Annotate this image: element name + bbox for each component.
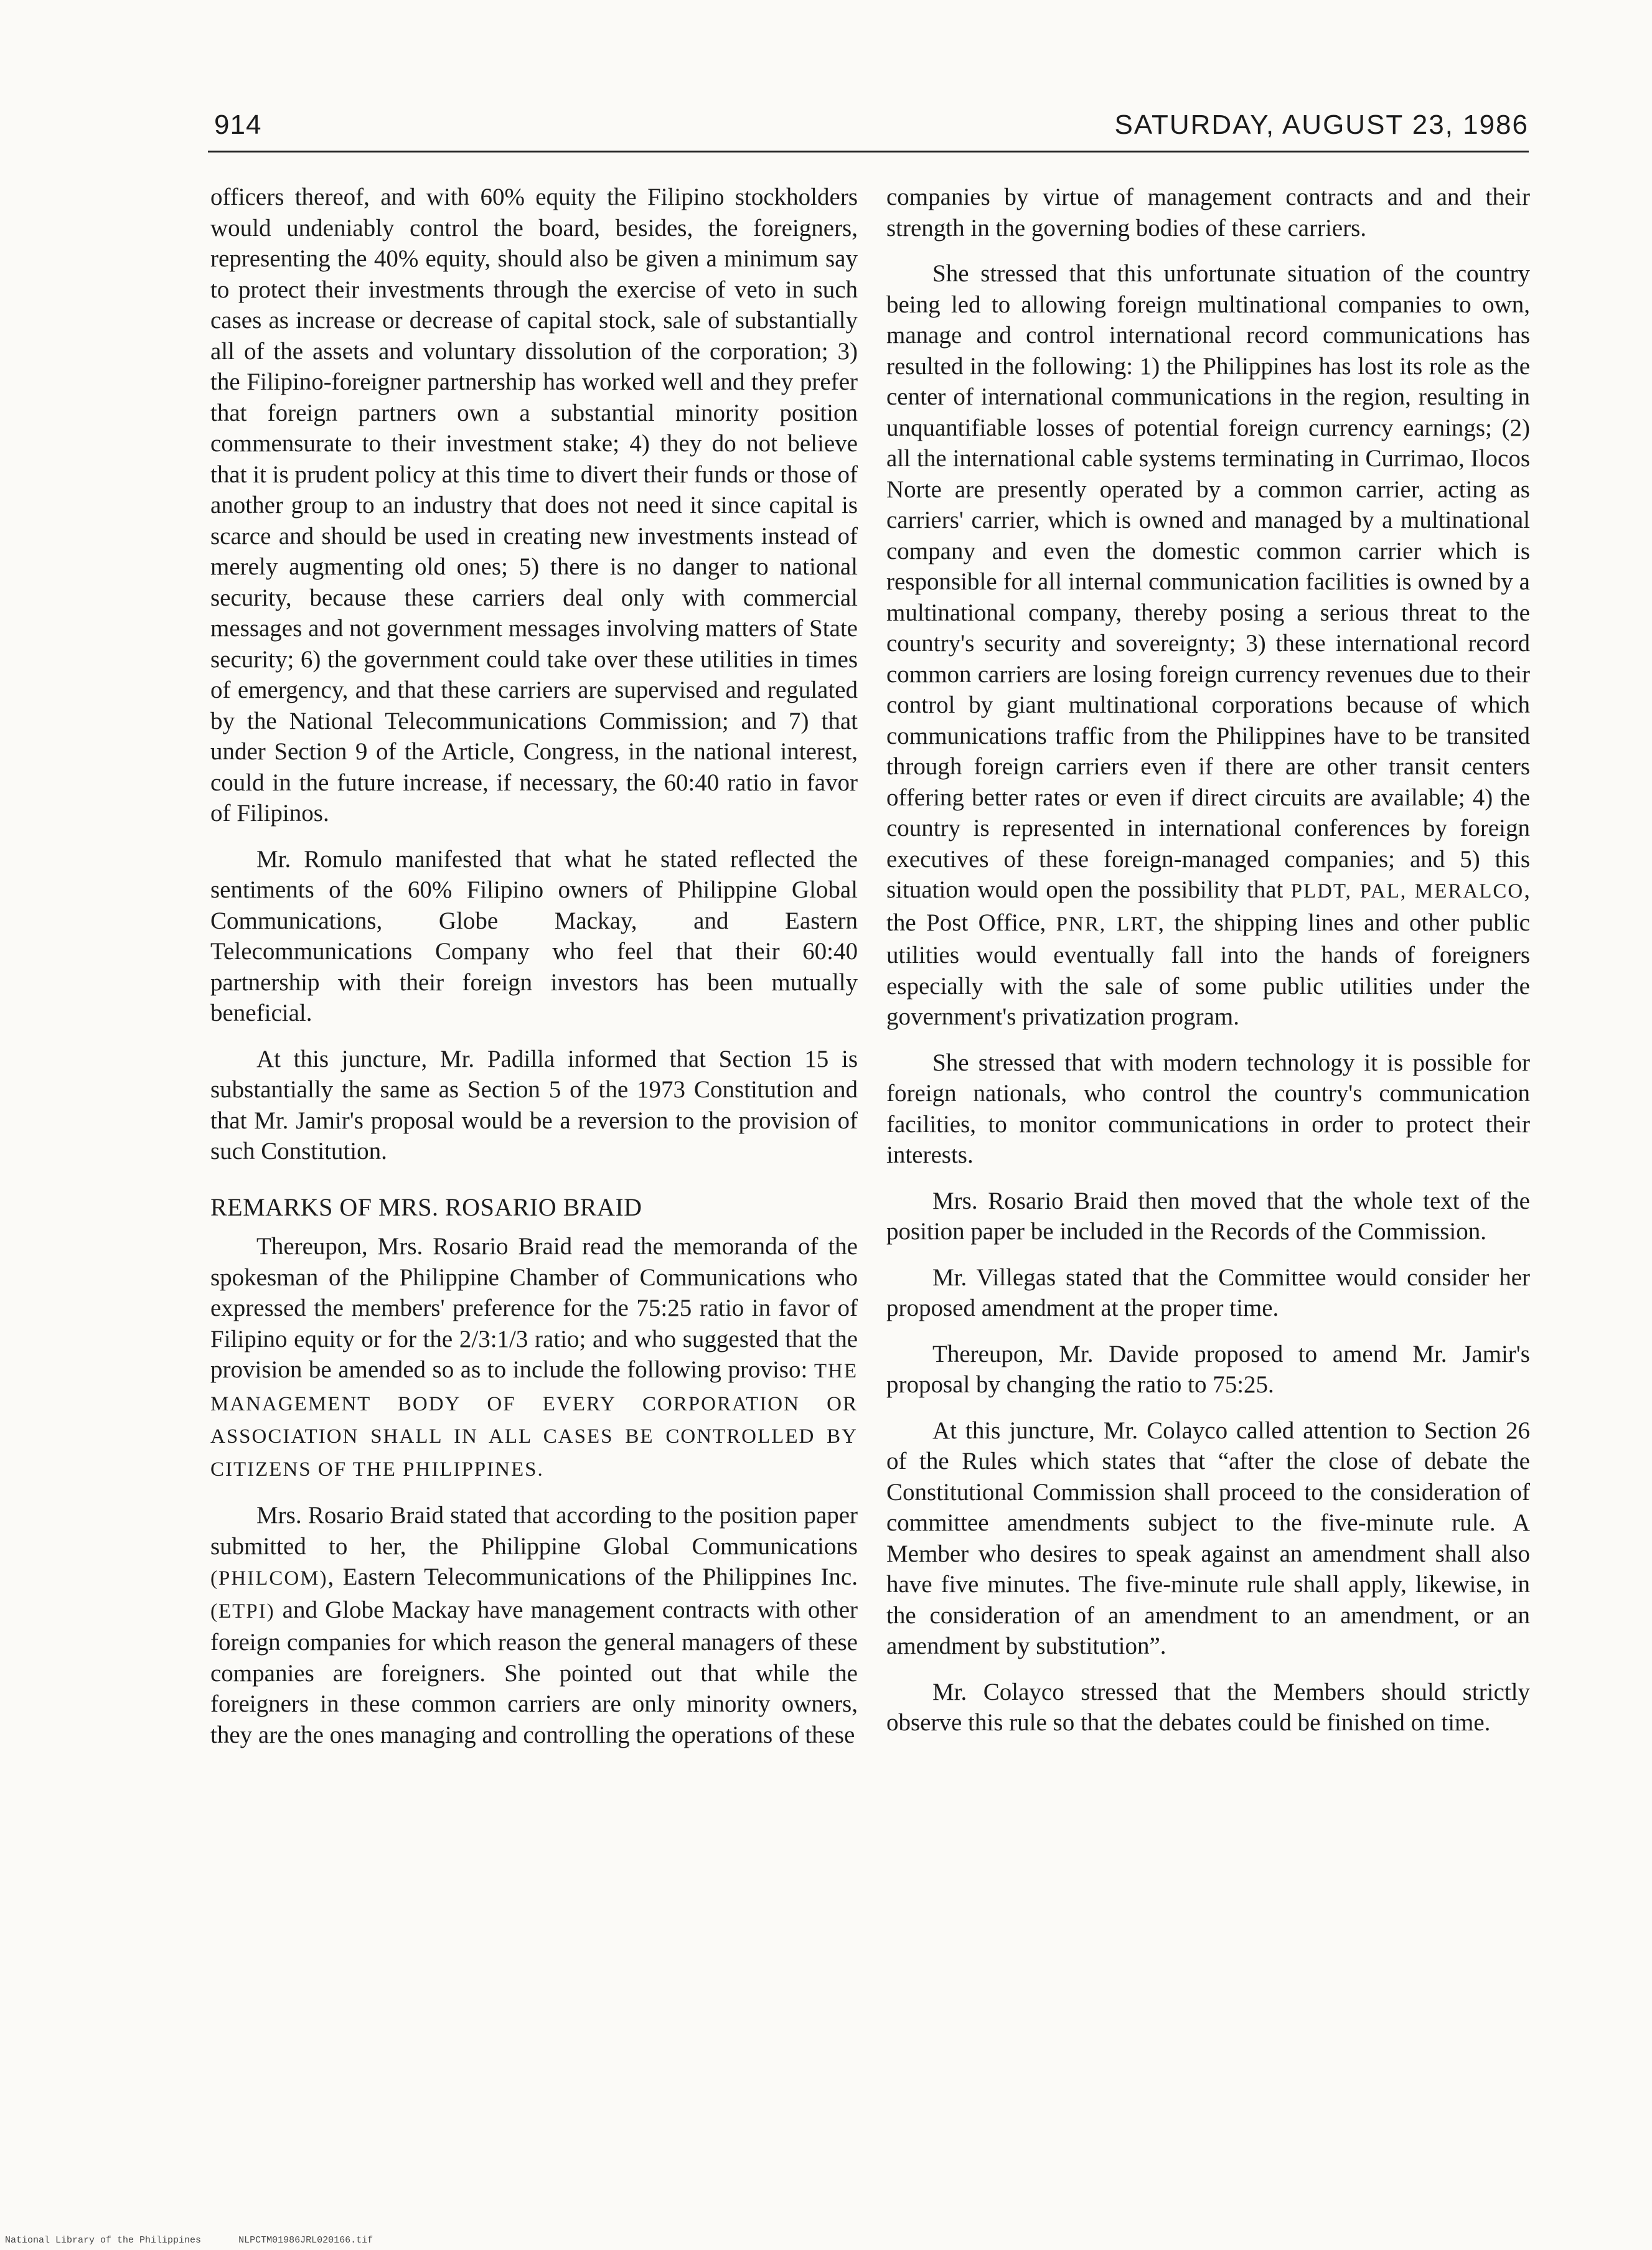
paragraph-text: She stressed that this unfortunate situation of the country being led to allowing foreign multinational companies to own, manage and control international record communications has resulted in the following: 1) the Philippines has lost its role as the center of international communications in the region, resulting in unquantifiable losses of potential foreign currency earnings; (2) all the international cable systems terminating in Currimao, Ilocos Norte are presently operated by a common carrier, acting as carriers' carrier, which is owned and managed by a multinational company and even the domestic common carrier which is responsible for all internal communication facilities is owned by a multinational company, thereby posing a serious threat to the country's security and sovereignty; 3) these international record common carriers are losing foreign currency revenues due to their control by giant multinational corporations because of which communications traffic from the Philippines have to be transited through foreign carriers even if there are other transit centers offering better rates or even if direct circuits are available; 4) the country is represented in international conferences by foreign executives of these foreign-managed companies; and 5) this situation would open the possibility that xyxy=(886,260,1530,903)
paragraph-text: , the shipping lines and other public utilities would eventually fall into the hands of foreigners especially with the sale of some public utilities under the government's privatization program. xyxy=(886,909,1530,1030)
paragraph: At this juncture, Mr. Colayco called attention to Section 26 of the Rules which states that “after the close of debate the Constitutional Commission shall proceed to the consideration of committee amendments subject to the five-minute rule. A Member who desires to speak against an amendment shall also have five minutes. The five-minute rule shall apply, likewise, in the consideration of an amendment to an amendment, or an amendment by substitution”. xyxy=(886,1417,1530,1659)
paragraph: Thereupon, Mr. Davide proposed to amend Mr. Jamir's proposal by changing the ratio to 75:25. xyxy=(886,1340,1530,1398)
acronym: (PHILCOM) xyxy=(210,1567,328,1590)
paragraph: At this juncture, Mr. Padilla informed that Section 15 is substantially the same as Section 5 of the 1973 Constitution and that Mr. Jamir's proposal would be a reversion to the provision of such Constitution. xyxy=(210,1045,858,1165)
paragraph xyxy=(886,258,1530,1033)
paragraph: She stressed that with modern technology it is possible for foreign nationals, who control the country's communication facilities, to monitor communications in order to protect their interests. xyxy=(886,1049,1530,1168)
paragraph: Mr. Romulo manifested that what he stated reflected the sentiments of the 60% Filipino owners of Philippine Global Communications, Globe Mackay, and Eastern Telecommunications Company who feel that their 60:40 partnership with their foreign investors has been mutually beneficial. xyxy=(210,845,858,1026)
acronym: PLDT, PAL, MERALCO xyxy=(1290,880,1524,902)
page-date: SATURDAY, AUGUST 23, 1986 xyxy=(1114,110,1529,140)
left-column xyxy=(210,182,858,1765)
footer-library: National Library of the Philippines xyxy=(5,2235,202,2246)
proviso-text: THE MANAGEMENT BODY OF EVERY CORPORATION OR ASSOCIATION SHALL IN ALL CASES BE CONTROLLED BY CITIZENS OF THE PHILIPPINES. xyxy=(210,1360,858,1481)
page-number: 914 xyxy=(214,110,262,140)
right-column xyxy=(886,182,1530,1753)
paragraph-text: , the Post Office, xyxy=(886,876,1530,936)
paragraph-text: Mrs. Rosario Braid stated that according to the position paper submitted to her, the Philippine Global Communications xyxy=(210,1502,858,1560)
footer-file-id: NLPCTM01986JRL020166.tif xyxy=(238,2235,373,2246)
paragraph-text: and Globe Mackay have management contracts with other foreign companies for which reason the general managers of these companies are foreigners. She pointed out that while the foreigners in these common carriers are only minority owners, they are the ones managing and controlling the operations of these xyxy=(210,1596,858,1748)
paragraph: Mr. Colayco stressed that the Members should strictly observe this rule so that the debates could be finished on time. xyxy=(886,1678,1530,1736)
acronym: (ETPI) xyxy=(210,1600,275,1623)
paragraph: Mr. Villegas stated that the Committee would consider her proposed amendment at the proper time. xyxy=(886,1263,1530,1321)
acronym: PNR, LRT xyxy=(1056,912,1158,935)
paragraph: companies by virtue of management contracts and and their strength in the governing bodies of these carriers. xyxy=(886,184,1530,241)
header-rule xyxy=(208,151,1529,152)
paragraph xyxy=(210,1231,858,1485)
paragraph: officers thereof, and with 60% equity the Filipino stockholders would undeniably control the board, besides, the foreigners, representing the 40% equity, should also be given a minimum say to protect their investments through the exercise of veto in such cases as increase or decrease of capital stock, sale of substantially all of the assets and voluntary dissolution of the corporation; 3) the Filipino-foreigner partnership has worked well and they prefer that foreign partners own a substantial minority position commensurate to their investment stake; 4) they do not believe that it is prudent policy at this time to divert their funds or those of another group to an industry that does not need it since capital is scarce and should be used in creating new investments instead of merely augmenting old ones; 5) there is no danger to national security, because these carriers deal only with commercial messages and not government messages involving matters of State security; 6) the government could take over these utilities in times of emergency, and that these carriers are supervised and regulated by the National Telecommunications Commission; and 7) that under Section 9 of the Article, Congress, in the national interest, could in the future increase, if necessary, the 60:40 ratio in favor of Filipinos. xyxy=(210,184,858,827)
scan-footer xyxy=(5,2235,410,2246)
paragraph: Mrs. Rosario Braid then moved that the whole text of the position paper be included in the Records of the Commission. xyxy=(886,1187,1530,1245)
paragraph-text: Thereupon, Mrs. Rosario Braid read the memoranda of the spokesman of the Philippine Chamber of Communications who expressed the members' preference for the 75:25 ratio in favor of Filipino equity or for the 2/3:1/3 ratio; and who suggested that the provision be amended so as to include the following proviso: xyxy=(210,1233,858,1383)
section-heading: REMARKS OF MRS. ROSARIO BRAID xyxy=(210,1193,642,1221)
paragraph-text: , Eastern Telecommunications of the Philippines Inc. xyxy=(327,1563,858,1590)
paragraph xyxy=(210,1500,858,1750)
